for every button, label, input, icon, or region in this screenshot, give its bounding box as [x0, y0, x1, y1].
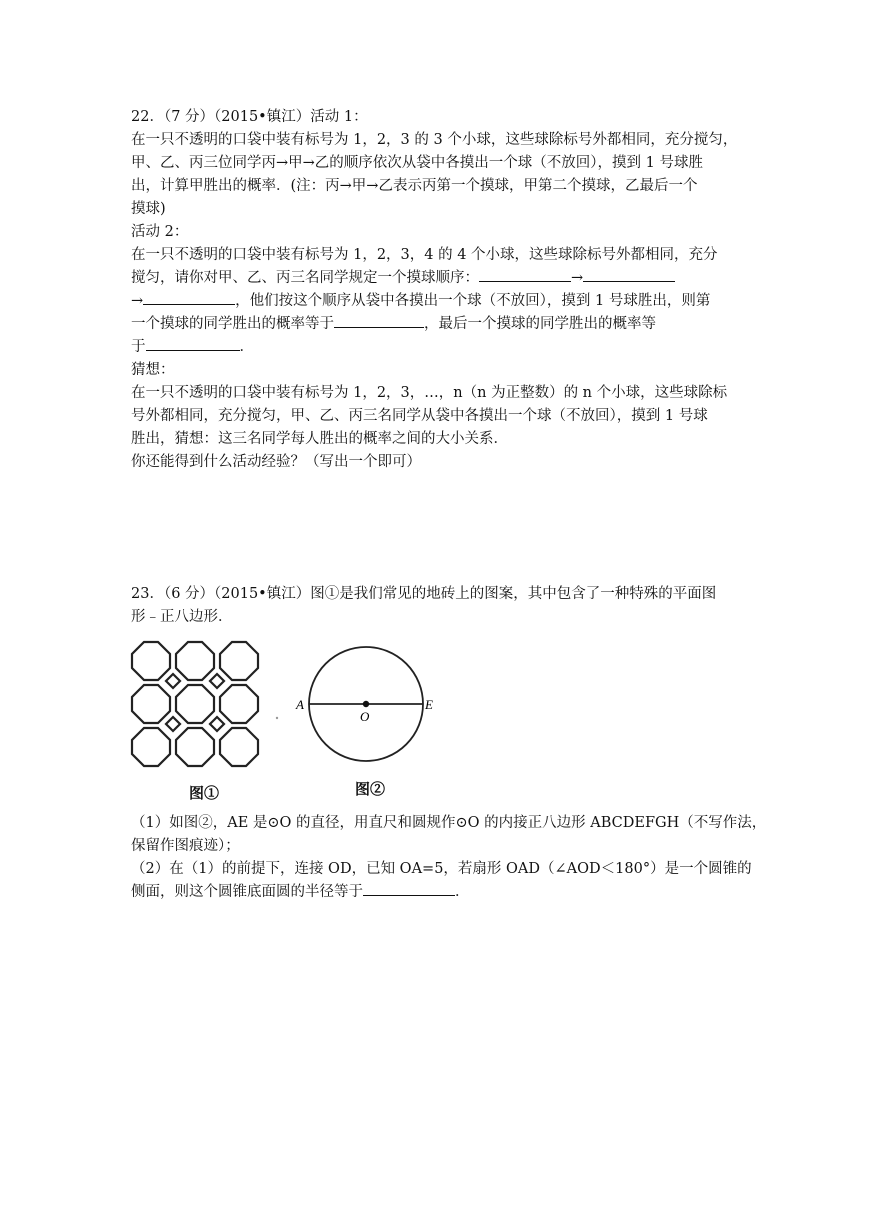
q23-part1-line2: 保留作图痕迹）；	[131, 838, 240, 854]
q22-guess-heading: 猜想：	[131, 362, 175, 378]
period: ．	[455, 884, 470, 900]
q23-part1-line1: （1）如图②，AE 是⊙O 的直径，用直尺和圆规作⊙O 的内接正八边形 ABCDEFGH（不写作法，	[131, 815, 767, 831]
q22-activity1-line4: 摸球)	[131, 201, 166, 217]
q22-guess-line2: 号外都相同，充分搅匀，甲、乙、丙三名同学从袋中各摸出一个球（不放回），摸到 1 号球	[131, 408, 708, 424]
label-e: E	[425, 697, 433, 712]
figure-2-circle-diameter	[292, 640, 442, 772]
arrow: →	[571, 270, 584, 286]
answer-blank-first-probability[interactable]	[334, 313, 424, 328]
q22-activity2-line3	[131, 290, 751, 312]
q22-order-prompt: 搅匀，请你对甲、乙、丙三名同学规定一个摸球顺序：	[131, 270, 479, 286]
q22-activity1-line1: 在一只不透明的口袋中装有标号为 1，2，3 的 3 个小球，这些球除标号外都相同，充分搅匀，	[131, 132, 738, 148]
q22-activity2-line5	[131, 336, 751, 358]
answer-blank-third[interactable]	[143, 290, 235, 305]
q22-header: 22．（7 分）（2015•镇江）活动 1：	[131, 109, 368, 125]
period: ．	[239, 339, 254, 355]
label-a: A	[296, 697, 304, 712]
answer-blank-second[interactable]	[583, 267, 675, 282]
q22-experience-question: 你还能得到什么活动经验？（写出一个即可）	[131, 454, 421, 470]
arrow: →	[131, 293, 144, 309]
q22-activity1-line3: 出，计算甲胜出的概率．(注：丙→甲→乙表示丙第一个摸球，甲第二个摸球，乙最后一个	[131, 178, 698, 194]
q22-last-prob-text: ，最后一个摸球的同学胜出的概率等	[424, 316, 656, 332]
answer-blank-radius[interactable]	[363, 881, 455, 896]
q22-activity2-line1: 在一只不透明的口袋中装有标号为 1，2，3，4 的 4 个小球，这些球除标号外都相同，充分	[131, 247, 718, 263]
octagon-grid	[132, 642, 258, 766]
q23-line2: 形﹣正八边形．	[131, 609, 233, 625]
q23-part2-line2	[131, 881, 751, 903]
answer-blank-first[interactable]	[479, 267, 571, 282]
q23-line1: 23．（6 分）（2015•镇江）图①是我们常见的地砖上的图案，其中包含了一种特殊的平面图	[131, 586, 717, 602]
octagon-row-3	[132, 728, 258, 766]
figure-1-octagon-tiling	[128, 640, 284, 772]
answer-blank-last-probability[interactable]	[146, 336, 240, 351]
label-o: O	[360, 709, 370, 724]
center-point	[363, 701, 369, 707]
octagon-row-2	[132, 685, 258, 723]
q23-radius-text: 侧面，则这个圆锥底面圆的半径等于	[131, 884, 363, 900]
q22-first-prob-text: 一个摸球的同学胜出的概率等于	[131, 316, 334, 332]
q22-activity2-heading: 活动 2：	[131, 224, 189, 240]
figure-1-caption: 图①	[189, 784, 220, 802]
octagon-row-1	[132, 642, 258, 680]
q22-guess-line3: 胜出，猜想：这三名同学每人胜出的概率之间的大小关系．	[131, 431, 508, 447]
figure-2-caption: 图②	[355, 780, 386, 798]
q22-activity1-line2: 甲、乙、丙三位同学丙→甲→乙的顺序依次从袋中各摸出一个球（不放回），摸到 1 号球胜	[131, 155, 703, 171]
q22-equals-text: 于	[131, 339, 146, 355]
q22-activity2-line3-text: ，他们按这个顺序从袋中各摸出一个球（不放回），摸到 1 号球胜出，则第	[235, 293, 711, 309]
q22-guess-line1: 在一只不透明的口袋中装有标号为 1，2，3，…，n（n 为正整数）的 n 个小球，这些球除标	[131, 385, 728, 401]
q22-activity2-line4	[131, 313, 751, 335]
q23-part2-line1: （2）在（1）的前提下，连接 OD，已知 OA=5，若扇形 OAD（∠AOD＜180°）是一个圆锥的	[131, 861, 752, 877]
q22-activity2-line2	[131, 267, 751, 289]
